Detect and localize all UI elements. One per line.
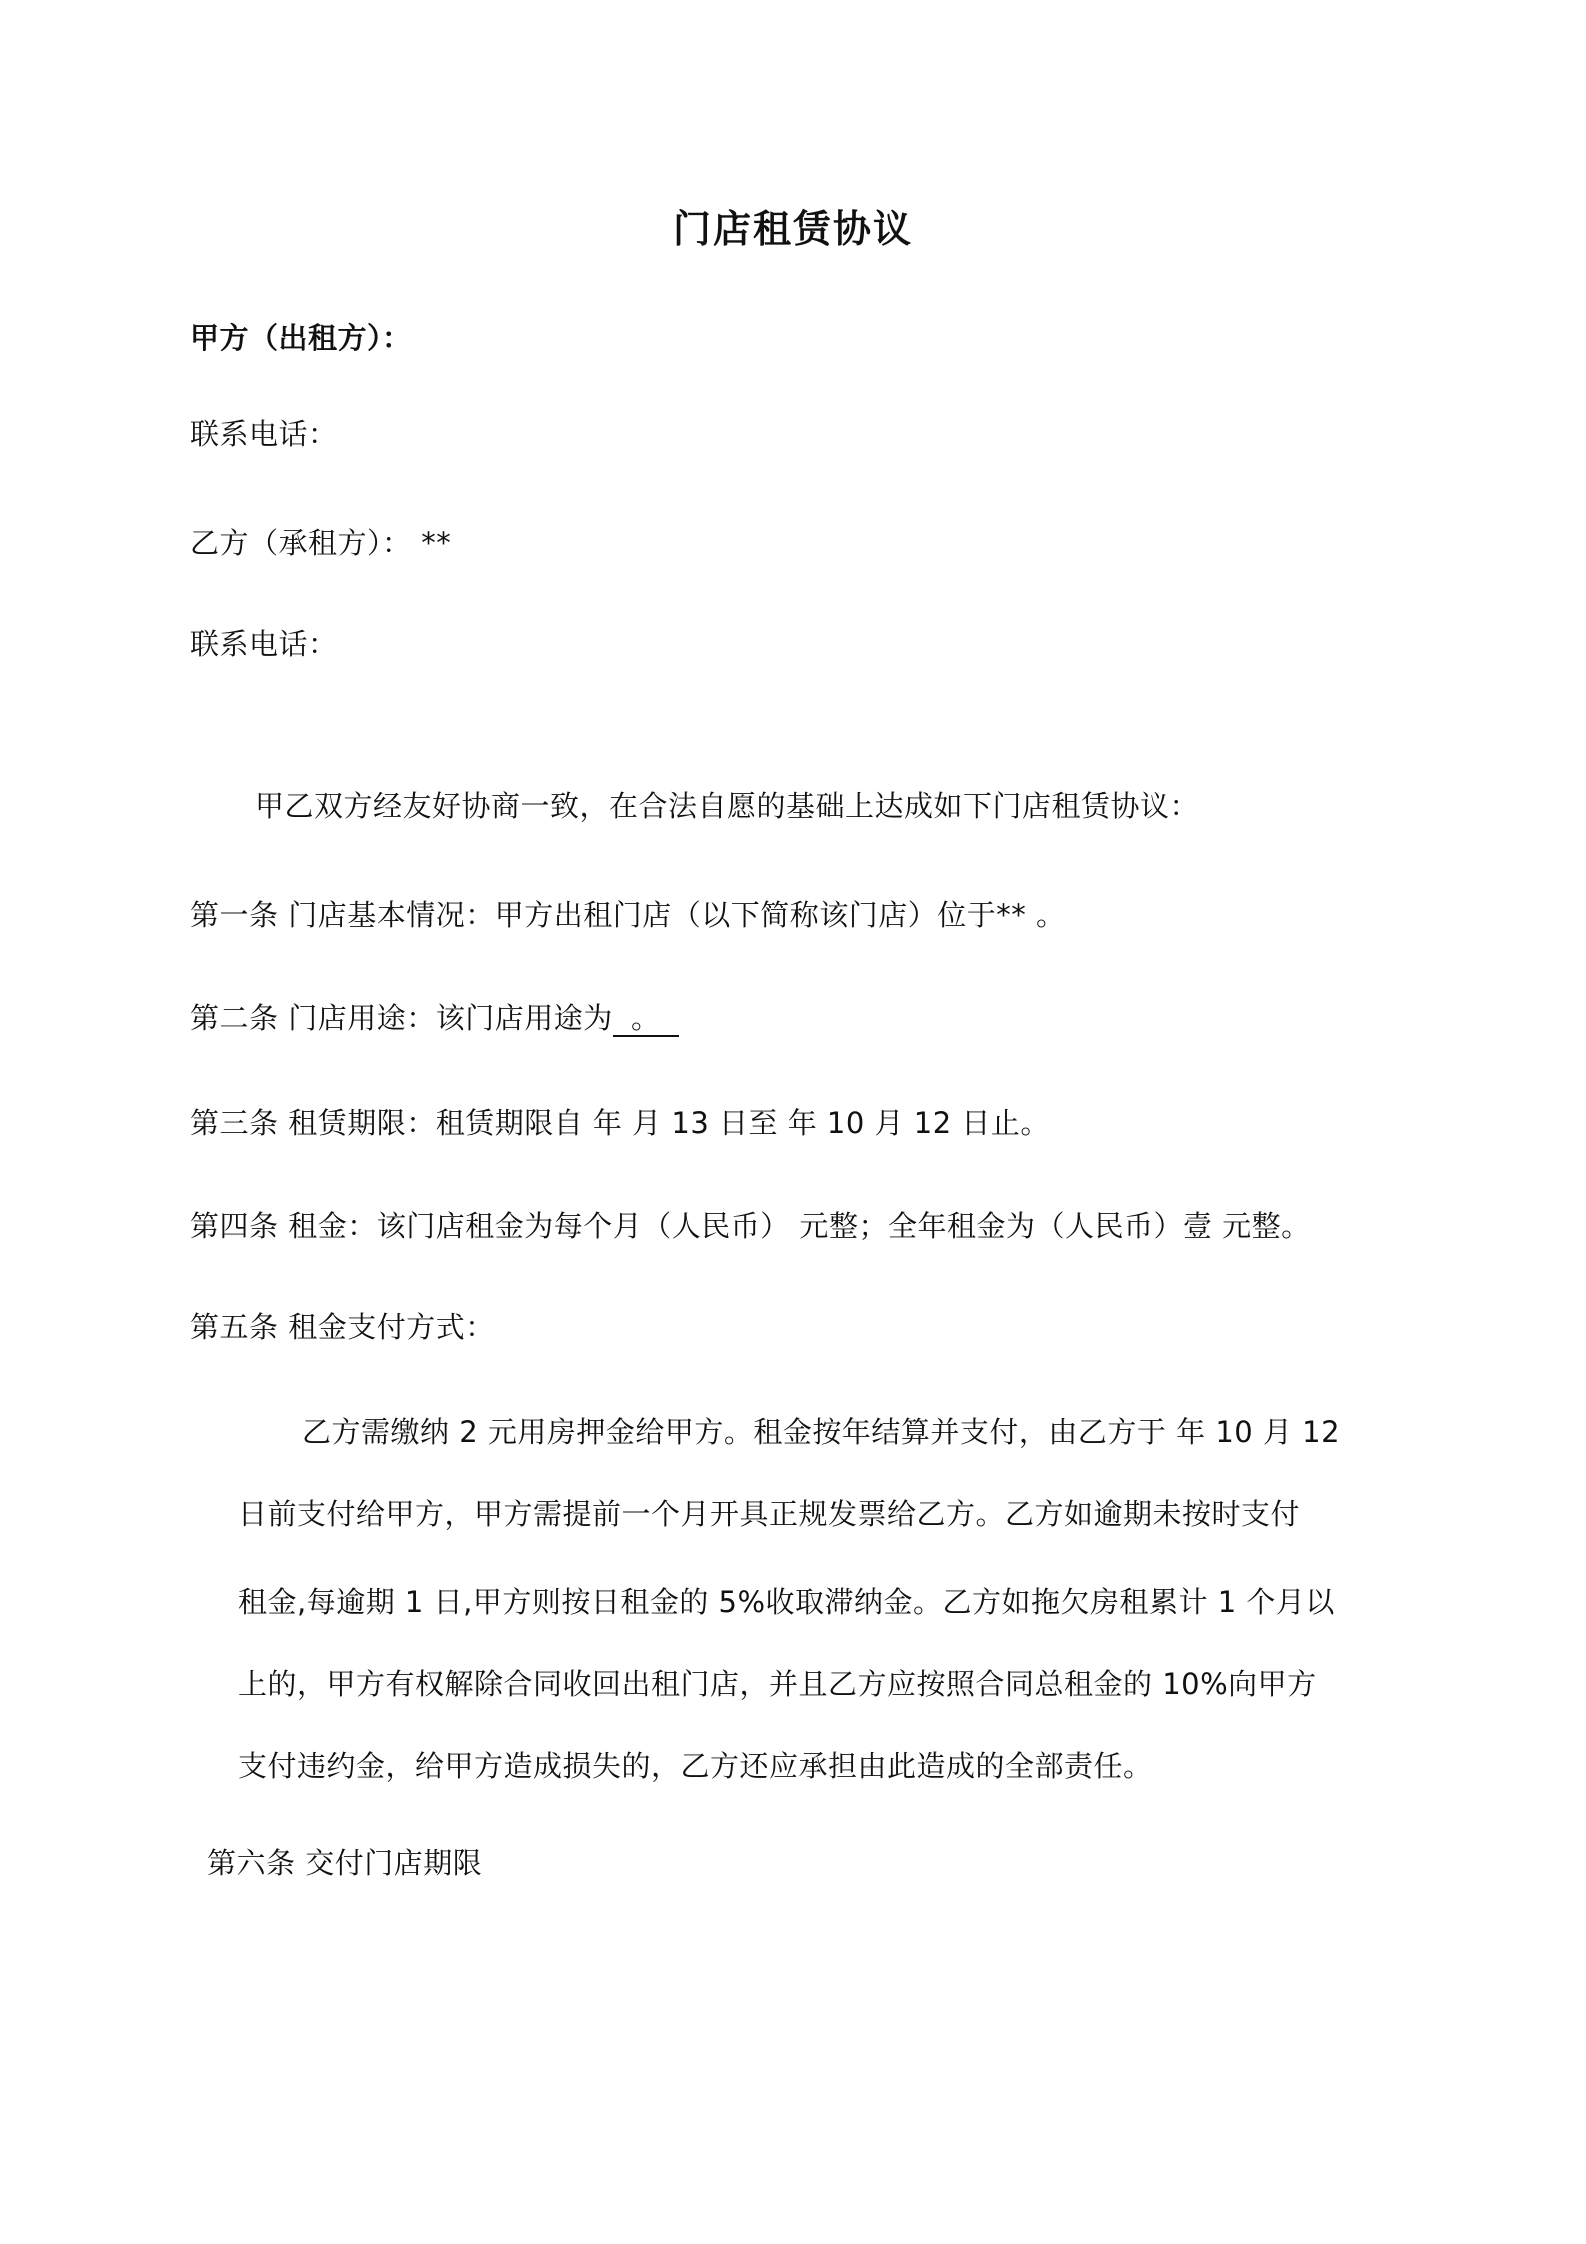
party-b-label: 乙方（承租方）： ** [190,526,452,560]
article-6-heading: 第六条 交付门店期限 [207,1846,483,1880]
article-5-heading: 第五条 租金支付方式： [190,1310,495,1344]
article-2 [190,998,679,1038]
article-5-line-5: 支付违约金，给甲方造成损失的，乙方还应承担由此造成的全部责任。 [238,1749,1153,1783]
article-5-line-3: 租金,每逾期 1 日,甲方则按日租金的 5%收取滞纳金。乙方如拖欠房租累计 1 个月以 [238,1585,1335,1619]
article-5-line-4: 上的，甲方有权解除合同收回出租门店，并且乙方应按照合同总租金的 10%向甲方 [238,1667,1317,1701]
party-b-phone-label: 联系电话： [190,627,338,661]
article-5-line-1: 乙方需缴纳 2 元用房押金给甲方。租金按年结算并支付，由乙方于 年 10 月 12 [302,1415,1341,1449]
article-1: 第一条 门店基本情况：甲方出租门店（以下简称该门店）位于** 。 [190,898,1066,932]
article-2-text: 第二条 门店用途：该门店用途为 [190,1001,613,1035]
article-2-blank: 。 [613,1001,679,1037]
party-a-label: 甲方（出租方）： [190,321,412,355]
article-4: 第四条 租金：该门店租金为每个月（人民币） 元整；全年租金为（人民币）壹 元整。 [190,1209,1311,1243]
party-a-phone-label: 联系电话： [190,417,338,451]
intro-paragraph: 甲乙双方经友好协商一致，在合法自愿的基础上达成如下门店租赁协议： [255,789,1200,823]
article-3: 第三条 租赁期限：租赁期限自 年 月 13 日至 年 10 月 12 日止。 [190,1106,1050,1140]
document-title: 门店租赁协议 [672,207,913,251]
article-5-line-2: 日前支付给甲方，甲方需提前一个月开具正规发票给乙方。乙方如逾期未按时支付 [238,1497,1301,1531]
